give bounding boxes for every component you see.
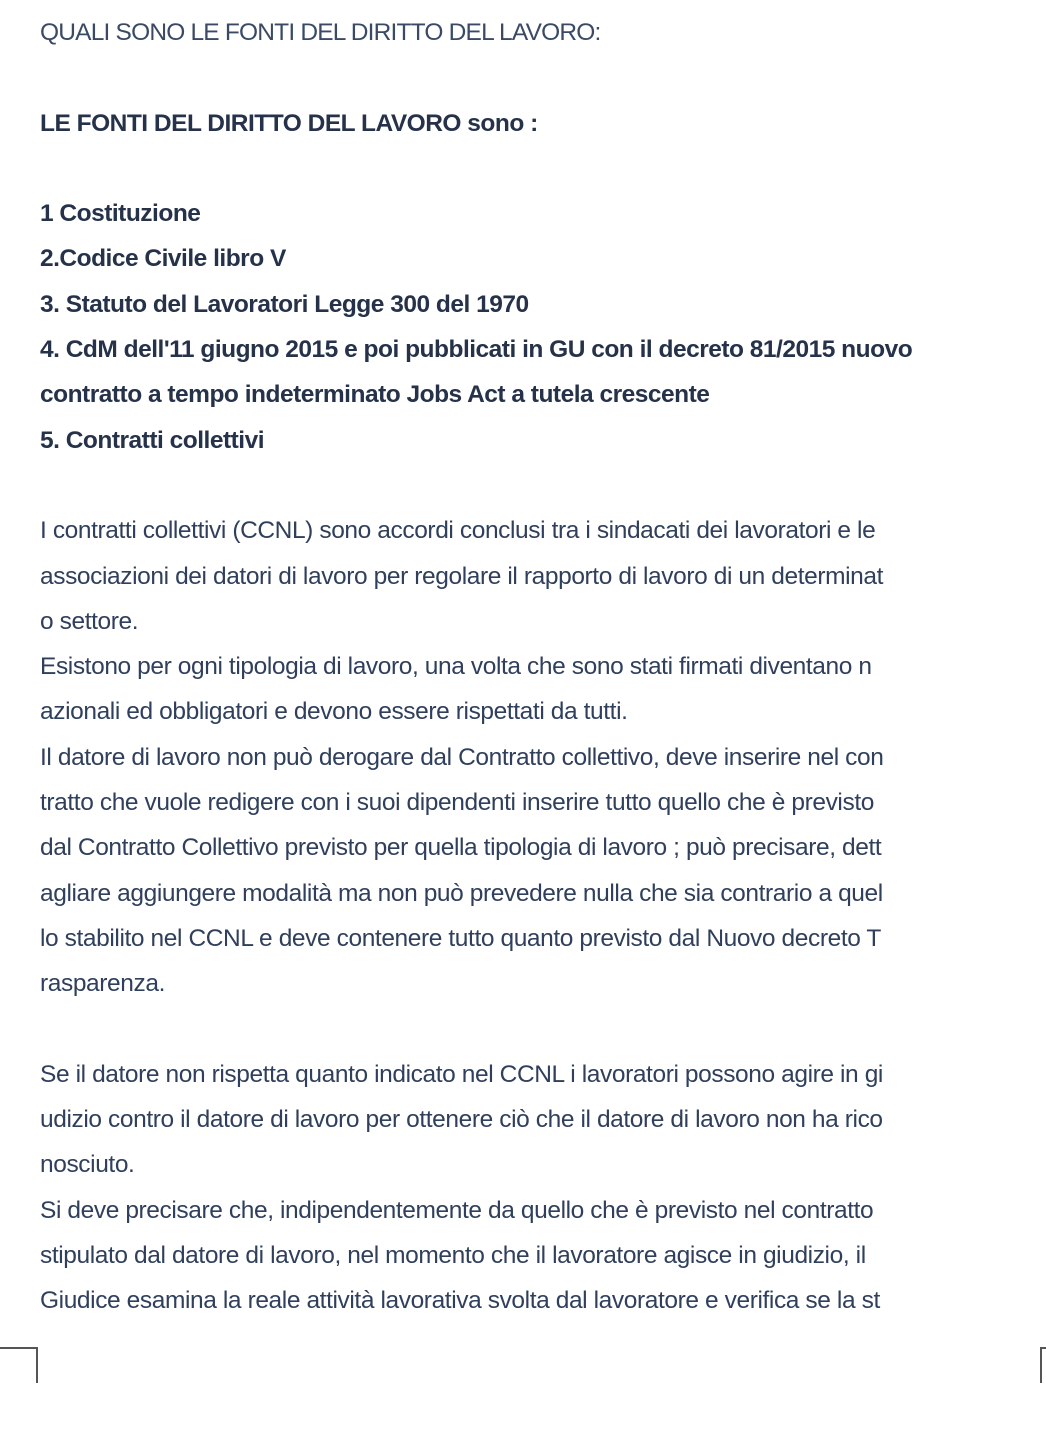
section-heading: LE FONTI DEL DIRITTO DEL LAVORO sono : [40,109,538,137]
list-item: 3. Statuto del Lavoratori Legge 300 del 1970 [40,290,529,318]
text-line: udizio contro il datore di lavoro per ottenere ciò che il datore di lavoro non ha rico [40,1106,883,1134]
text-line: agliare aggiungere modalità ma non può prevedere nulla che sia contrario a quel [40,879,883,907]
paragraph-ccnl [40,508,1046,1006]
text-line: rasparenza. [40,970,165,998]
text-line: Si deve precisare che, indipendentemente da quello che è previsto nel contratto [40,1196,874,1224]
blank-line [40,55,1046,100]
text-line: I contratti collettivi (CCNL) sono accordi conclusi tra i sindacati dei lavoratori e le [40,517,876,545]
list-item: contratto a tempo indeterminato Jobs Act a tutela crescente [40,381,710,409]
text-line: dal Contratto Collettivo previsto per quella tipologia di lavoro ; può precisare, dett [40,834,882,862]
text-line: Se il datore non rispetta quanto indicato nel CCNL i lavoratori possono agire in gi [40,1060,883,1088]
blank-line [40,1007,1046,1052]
blank-line [40,146,1046,191]
list-item: 1 Costituzione [40,200,201,228]
text-line: Il datore di lavoro non può derogare dal Contratto collettivo, deve inserire nel con [40,743,884,771]
paragraph-giudizio [40,1052,1046,1324]
sources-list [40,191,1046,463]
text-line: stipulato dal datore di lavoro, nel momento che il lavoratore agisce in giudizio, il [40,1242,866,1270]
document-title: QUALI SONO LE FONTI DEL DIRITTO DEL LAVORO: [40,19,601,46]
text-line: lo stabilito nel CCNL e deve contenere tutto quanto previsto dal Nuovo decreto T [40,924,881,952]
text-line: Esistono per ogni tipologia di lavoro, una volta che sono stati firmati diventano n [40,653,872,681]
text-line: o settore. [40,607,139,635]
document-content [40,10,1046,1324]
page-corner-right-mark [1040,1347,1046,1383]
list-item: 2.Codice Civile libro V [40,245,286,273]
page-corner-left-mark [0,1347,38,1383]
text-line: nosciuto. [40,1151,135,1179]
text-line: tratto che vuole redigere con i suoi dipendenti inserire tutto quello che è previsto [40,789,874,817]
text-line: associazioni dei datori di lavoro per regolare il rapporto di lavoro di un determinat [40,562,884,590]
list-item: 5. Contratti collettivi [40,426,265,454]
blank-line [40,463,1046,508]
text-line: Giudice esamina la reale attività lavorativa svolta dal lavoratore e verifica se la st [40,1287,880,1315]
text-line: azionali ed obbligatori e devono essere rispettati da tutti. [40,698,628,726]
list-item: 4. CdM dell'11 giugno 2015 e poi pubblicati in GU con il decreto 81/2015 nuovo [40,336,913,364]
